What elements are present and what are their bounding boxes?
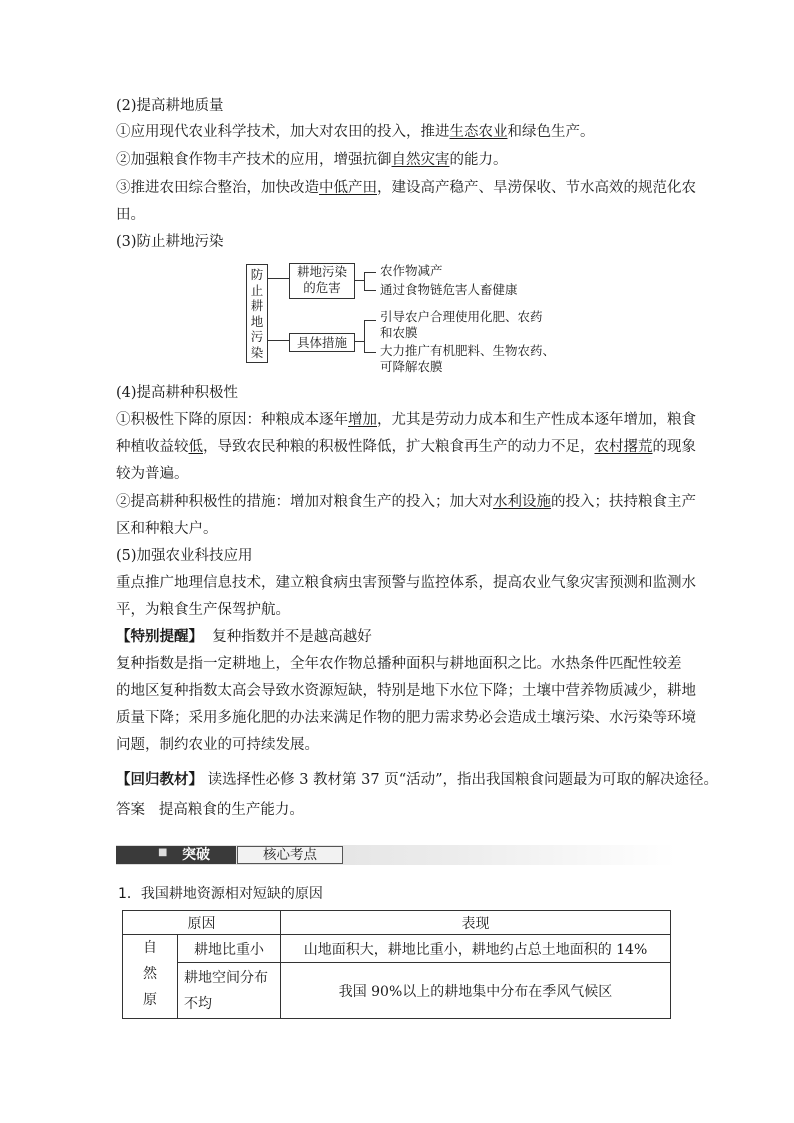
cause-cell: 耕地比重小: [178, 935, 281, 963]
table-row: [123, 935, 671, 963]
review-label: 【回归教材】: [116, 771, 203, 788]
effect-cell: 山地面积大，耕地比重小，耕地约占总土地面积的 14%: [281, 935, 671, 963]
connector: [364, 272, 365, 290]
paragraph: ③推进农田综合整治，加快改造中低产田，建设高产稳产、旱涝保收、节水高效的规范化农: [116, 180, 696, 196]
tip-paragraph: 的地区复种指数太高会导致水资源短缺，特别是地下水位下降；土壤中营养物质减少，耕地: [116, 683, 696, 699]
harm-box: 耕地污染 的危害: [289, 263, 355, 299]
diagram-root-char: 防: [250, 267, 264, 282]
tip-title: 复种指数并不是越高越好: [212, 629, 372, 645]
connector: [364, 352, 376, 353]
banner-dark-label: 突破: [182, 847, 210, 863]
cause-cell: 耕地空间分布 不均: [178, 963, 281, 1019]
tip-heading: [116, 627, 372, 647]
diagram-root-char: 地: [250, 313, 264, 329]
paragraph: 种植收益较低，导致农民种粮的积极性降低，扩大粮食再生产的动力不足，农村撂荒的现象: [116, 439, 696, 455]
tip-label: 【特别提醒】: [116, 628, 203, 645]
group-cell: 自 然 原: [123, 935, 178, 1019]
measure-item: 大力推广有机肥料、生物农药、: [380, 343, 556, 358]
connector: [364, 272, 376, 273]
table-row: [123, 963, 671, 1019]
paragraph-cont: 较为普遍。: [116, 466, 189, 482]
connector: [267, 278, 268, 341]
connector: [354, 280, 364, 281]
measure-item: 和农膜: [380, 325, 418, 340]
answer-text: 提高粮食的生产能力。: [158, 802, 304, 818]
paragraph-cont: 区和种粮大户。: [116, 521, 218, 537]
paragraph: ①积极性下降的原因：种粮成本逐年增加，尤其是劳动力成本和生产性成本逐年增加，粮食: [116, 412, 696, 428]
answer-label: 答案: [116, 802, 145, 818]
connector: [267, 340, 289, 341]
paragraph: 重点推广地理信息技术，建立粮食病虫害预警与监控体系，提高农业气象灾害预测和监测水: [116, 575, 696, 591]
paragraph: ②加强粮食作物丰产技术的应用，增强抗御自然灾害的能力。: [116, 152, 508, 168]
tip-paragraph: 复种指数是指一定耕地上，全年农作物总播种面积与耕地面积之比。水热条件匹配性较差: [116, 656, 682, 672]
header-effect: 表现: [281, 911, 671, 935]
diagram-root-char: 止: [250, 282, 264, 298]
connector: [354, 341, 364, 342]
section-title: 1．我国耕地资源相对短缺的原因: [118, 886, 323, 902]
banner-dark-tab: [116, 846, 236, 864]
diagram-root-char: 污: [250, 329, 264, 344]
connector: [267, 278, 289, 279]
tip-paragraph: 质量下降；采用多施化肥的办法来满足作物的肥力需求势必会造成土壤污染、水污染等环境: [116, 710, 696, 726]
reasons-table: [122, 910, 671, 1019]
paragraph-cont: 田。: [116, 207, 145, 223]
connector: [364, 320, 376, 321]
paragraph: ②提高耕种积极性的措施：增加对粮食生产的投入；加大对水利设施的投入；扶持粮食主产: [116, 494, 696, 510]
measure-box: 具体措施: [289, 333, 355, 352]
harm-item: 农作物减产: [380, 263, 443, 278]
review-line: 【回归教材】 读选择性必修 3 教材第 37 页“活动”，指出我国粮食问题最为可取的解决途径。: [116, 771, 719, 788]
header-cause: 原因: [123, 911, 281, 935]
table-header-row: [123, 911, 671, 935]
heading-farming-enthusiasm: (4)提高耕种积极性: [116, 385, 239, 401]
connector: [364, 290, 376, 291]
diagram-root-char: 耕: [250, 298, 264, 313]
heading-improve-quality: (2)提高耕地质量: [116, 98, 224, 114]
bullet-icon: ■: [158, 847, 168, 858]
answer-line: [116, 800, 304, 820]
measure-item: 可降解农膜: [380, 359, 443, 374]
tip-paragraph: 问题，制约农业的可持续发展。: [116, 737, 319, 753]
heading-prevent-pollution: (3)防止耕地污染: [116, 234, 224, 250]
heading-tech-application: (5)加强农业科技应用: [116, 548, 253, 564]
measure-item: 引导农户合理使用化肥、农药: [380, 309, 543, 324]
effect-cell: 我国 90%以上的耕地集中分布在季风气候区: [281, 963, 671, 1019]
diagram-root: [246, 264, 268, 363]
paragraph-cont: 平，为粮食生产保驾护航。: [116, 602, 290, 618]
paragraph: ①应用现代农业科学技术，加大对农田的投入，推进生态农业和绿色生产。: [116, 124, 595, 140]
connector: [364, 320, 365, 353]
harm-item: 通过食物链危害人畜健康: [380, 282, 518, 297]
diagram-root-char: 染: [250, 344, 264, 360]
banner-light-label: 核心考点: [237, 846, 343, 864]
